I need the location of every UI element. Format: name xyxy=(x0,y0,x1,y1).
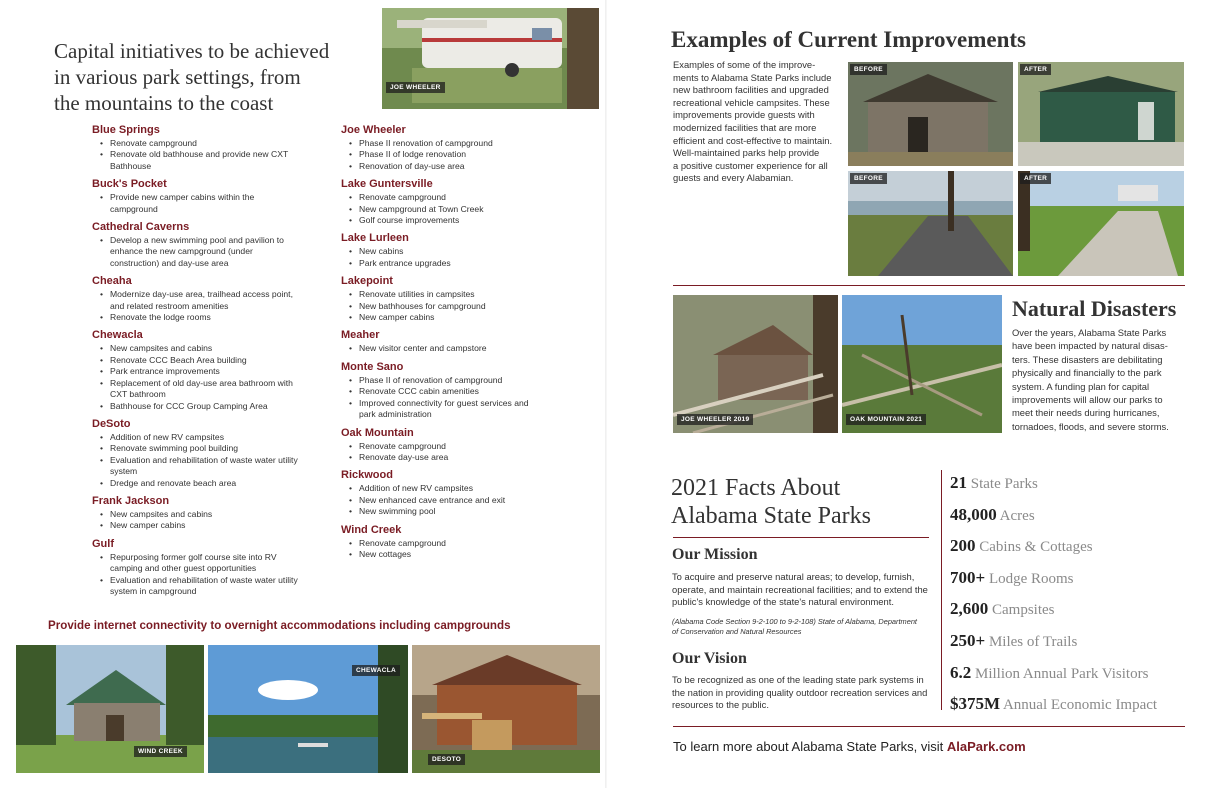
text-line: Well-maintained parks help provide xyxy=(673,147,820,159)
initiative-item: • Addition of new RV campsites xyxy=(92,432,302,443)
text-line: meet their needs during hurricanes, xyxy=(1012,407,1160,419)
park-name: Blue Springs xyxy=(92,124,160,136)
text-line: a positive customer experience for all xyxy=(673,159,828,171)
section-divider xyxy=(673,285,1185,286)
facts-heading-rule xyxy=(673,537,929,538)
fact-item xyxy=(950,631,1077,651)
park-initiatives-list xyxy=(341,343,541,354)
initiative-item: • Repurposing former golf course site into RV camping and other guest opportunities xyxy=(92,552,302,575)
heading-line-1: Capital initiatives to be achieved xyxy=(54,39,330,63)
initiative-item: • New camper cabins xyxy=(92,520,302,531)
fact-number: 21 xyxy=(950,473,967,492)
heading-line-2: in various park settings, from xyxy=(54,65,301,89)
mission-paragraph xyxy=(672,571,942,609)
initiative-item: • Replacement of old day-use area bathroom with CXT bathroom xyxy=(92,378,302,401)
facts-heading xyxy=(671,474,871,530)
storm-damage-illustration xyxy=(673,295,838,433)
after-label: AFTER xyxy=(1020,173,1051,184)
initiative-item: • New cabins xyxy=(341,246,541,257)
initiative-item: • Golf course improvements xyxy=(341,215,541,226)
before-campsite-photo xyxy=(848,171,1013,276)
park-initiatives-list xyxy=(92,235,302,269)
initiative-item: • New campsites and cabins xyxy=(92,509,302,520)
improvements-heading: Examples of Current Improvements xyxy=(671,27,1026,52)
initiative-item: • Renovate old bathhouse and provide new CXT Bathhouse xyxy=(92,149,302,172)
initiative-item: • Evaluation and rehabilitation of waste water utility system in campground xyxy=(92,575,302,598)
initiative-item: • Renovate campground xyxy=(341,192,541,203)
fact-number: 6.2 xyxy=(950,662,972,682)
park-initiatives-list xyxy=(341,441,541,464)
new-campsite-illustration xyxy=(1018,171,1184,276)
fact-item xyxy=(950,505,1035,525)
facts-heading-line-2: Alabama State Parks xyxy=(671,503,871,529)
text-line: To be recognized as one of the leading state park systems in xyxy=(672,674,924,685)
initiative-item: • Park entrance improvements xyxy=(92,366,302,377)
park-initiatives-list xyxy=(92,192,302,215)
fact-unit: Lodge Rooms xyxy=(985,570,1074,587)
learn-more-line xyxy=(673,739,1026,754)
heading-line-3: the mountains to the coast xyxy=(54,91,274,115)
park-initiatives-list xyxy=(341,538,541,561)
footer-rule xyxy=(673,726,1185,727)
park-name: Gulf xyxy=(92,537,114,550)
fact-number: 200 xyxy=(950,536,976,556)
initiative-item: • Renovate swimming pool building xyxy=(92,443,302,454)
fact-item xyxy=(950,599,1055,619)
new-bathhouse-illustration xyxy=(1018,62,1184,166)
fallen-trees-illustration xyxy=(842,295,1002,433)
initiative-item: • Bathhouse for CCC Group Camping Area xyxy=(92,401,302,412)
fact-item xyxy=(950,473,1038,493)
joe-wheeler-2019-photo xyxy=(673,295,838,433)
park-initiatives-list xyxy=(341,246,541,269)
before-label: BEFORE xyxy=(850,64,887,75)
fact-number: 48,000 xyxy=(950,504,997,524)
fact-item xyxy=(950,568,1074,588)
initiative-item: • Phase II renovation of campground xyxy=(341,138,541,149)
text-line: (Alabama Code Section 9-2-100 to 9-2-108) State of Alabama, Department xyxy=(672,617,917,626)
initiative-item: • Improved connectivity for guest services and park administration xyxy=(341,398,541,421)
capital-initiatives-heading xyxy=(54,38,374,116)
park-name: Cathedral Caverns xyxy=(92,221,190,234)
park-initiatives-list xyxy=(92,552,302,598)
park-name: Wind Creek xyxy=(341,523,402,536)
text-line: of Conservation and Natural Resources xyxy=(672,627,802,636)
photo-label: OAK MOUNTAIN 2021 xyxy=(846,414,926,425)
text-line: guests and every Alabamian. xyxy=(673,172,794,184)
park-name: Lake Guntersville xyxy=(341,178,433,191)
park-name: Cheaha xyxy=(92,275,132,288)
old-campsite-illustration xyxy=(848,171,1013,276)
before-label: BEFORE xyxy=(850,173,887,184)
wind-creek-photo xyxy=(16,645,204,773)
facts-heading-line-1: 2021 Facts About xyxy=(671,475,841,501)
park-initiatives-list xyxy=(92,343,302,411)
fact-number: $375M xyxy=(950,694,1001,714)
after-campsite-photo xyxy=(1018,171,1184,276)
initiative-item: • New visitor center and campstore xyxy=(341,343,541,354)
initiative-item: • Park entrance upgrades xyxy=(341,258,541,269)
joe-wheeler-rv-photo xyxy=(382,8,599,109)
natural-disasters-heading: Natural Disasters xyxy=(1012,296,1177,321)
fact-item xyxy=(950,663,1148,683)
text-line: efficient and cost-effective to maintain. xyxy=(673,134,833,146)
oak-mountain-2021-photo xyxy=(842,295,1002,433)
initiative-item: • Phase II of lodge renovation xyxy=(341,149,541,160)
after-label: AFTER xyxy=(1020,64,1051,75)
park-initiatives-list xyxy=(92,289,302,323)
text-line: physically and financially to the park xyxy=(1012,367,1162,379)
initiative-item: • Renovate day-use area xyxy=(341,452,541,463)
park-name: Oak Mountain xyxy=(341,426,414,439)
park-name: Joe Wheeler xyxy=(341,124,406,136)
photo-label: WIND CREEK xyxy=(134,746,187,757)
text-line: public's knowledge of the state's natural environment. xyxy=(672,596,894,608)
park-initiatives-list xyxy=(341,192,541,226)
initiative-item: • Phase II of renovation of campground xyxy=(341,375,541,386)
right-page xyxy=(607,0,1215,788)
text-line: improvements will allow our parks to xyxy=(1012,394,1163,406)
internet-connectivity-banner: Provide internet connectivity to overnight accommodations including campgrounds xyxy=(48,619,511,632)
initiative-item: • New swimming pool xyxy=(341,506,541,517)
initiative-item: • Renovate the lodge rooms xyxy=(92,312,302,323)
fact-unit: Acres xyxy=(996,507,1035,524)
initiative-item: • New campsites and cabins xyxy=(92,343,302,354)
fact-unit: Miles of Trails xyxy=(985,634,1078,650)
vision-paragraph xyxy=(672,674,942,712)
fact-number: 250+ xyxy=(950,631,986,650)
fact-unit: Million Annual Park Visitors xyxy=(971,665,1149,682)
mission-citation xyxy=(672,617,942,637)
text-line: ters. These disasters are debilitating xyxy=(1012,353,1163,365)
park-initiatives-list xyxy=(92,509,302,532)
photo-label: DESOTO xyxy=(428,754,465,765)
initiative-item: • Renovate CCC cabin amenities xyxy=(341,386,541,397)
text-line: Examples of some of the improve- xyxy=(673,59,816,70)
desoto-photo xyxy=(412,645,600,773)
initiative-item: • Dredge and renovate beach area xyxy=(92,478,302,489)
text-line: modernized facilities that are more xyxy=(673,121,817,133)
before-bathroom-photo xyxy=(848,62,1013,166)
fact-item xyxy=(950,536,1093,556)
initiative-item: • New camper cabins xyxy=(341,312,541,323)
old-bathhouse-illustration xyxy=(848,62,1013,166)
initiative-item: • New cottages xyxy=(341,549,541,560)
text-line: new bathroom facilities and upgraded xyxy=(673,84,829,96)
text-line: Over the years, Alabama State Parks xyxy=(1012,327,1167,338)
vision-heading: Our Vision xyxy=(672,650,747,667)
park-name: Monte Sano xyxy=(341,360,404,373)
initiative-item: • Evaluation and rehabilitation of waste water utility system xyxy=(92,455,302,478)
park-name: Frank Jackson xyxy=(92,494,170,507)
initiative-item: • Renovate campground xyxy=(341,538,541,549)
fact-item xyxy=(950,694,1157,714)
park-list-column-2 xyxy=(341,124,541,560)
initiative-item: • Renovate campground xyxy=(341,441,541,452)
after-bathroom-photo xyxy=(1018,62,1184,166)
text-line: tornadoes, floods, and severe storms. xyxy=(1012,420,1169,432)
park-name: Rickwood xyxy=(341,469,393,482)
initiative-item: • Renovate utilities in campsites xyxy=(341,289,541,300)
initiative-item: • Renovate CCC Beach Area building xyxy=(92,355,302,366)
fact-unit: State Parks xyxy=(967,476,1038,492)
park-initiatives-list xyxy=(341,375,541,421)
initiative-item: • Renovation of day-use area xyxy=(341,161,541,172)
park-initiatives-list xyxy=(92,432,302,489)
initiative-item: • Develop a new swimming pool and pavilion to enhance the new campground (under construction) and day-use area xyxy=(92,235,302,269)
rv-illustration xyxy=(382,8,599,109)
natural-disasters-paragraph xyxy=(1012,326,1182,433)
park-initiatives-list xyxy=(341,483,541,517)
fact-unit: Cabins & Cottages xyxy=(975,539,1093,556)
mission-heading: Our Mission xyxy=(672,546,758,563)
park-name: DeSoto xyxy=(92,417,131,430)
text-line: operate, and maintain recreational facilities; and to extend the xyxy=(672,583,928,595)
initiative-item: • Addition of new RV campsites xyxy=(341,483,541,494)
text-line: the nation in providing quality outdoor recreation services and xyxy=(672,686,928,698)
fact-unit: Campsites xyxy=(988,602,1055,619)
photo-label: CHEWACLA xyxy=(352,665,400,676)
text-line: To acquire and preserve natural areas; to develop, furnish, xyxy=(672,571,915,582)
text-line: resources to the public. xyxy=(672,699,769,711)
park-list-column-1 xyxy=(92,124,302,597)
initiative-item: • Renovate campground xyxy=(92,138,302,149)
fact-unit: Annual Economic Impact xyxy=(1000,697,1158,714)
text-line: have been impacted by natural disas- xyxy=(1012,340,1168,352)
text-line: ments to Alabama State Parks include xyxy=(673,71,832,83)
park-name: Buck's Pocket xyxy=(92,178,167,191)
photo-label: JOE WHEELER 2019 xyxy=(677,414,753,425)
text-line: recreational vehicle campsites. These xyxy=(673,96,830,108)
alapark-link[interactable]: AlaPark.com xyxy=(946,739,1026,754)
initiative-item: • New campground at Town Creek xyxy=(341,204,541,215)
facts-vertical-rule xyxy=(941,470,942,710)
chewacla-photo xyxy=(208,645,408,773)
text-line: improvements provide guests with xyxy=(673,109,815,121)
improvements-paragraph xyxy=(673,59,853,185)
initiative-item: • Provide new camper cabins within the campground xyxy=(92,192,302,215)
fact-number: 700+ xyxy=(950,567,986,587)
photo-label: JOE WHEELER xyxy=(386,82,445,93)
fact-number: 2,600 xyxy=(950,599,989,619)
initiative-item: • New enhanced cave entrance and exit xyxy=(341,495,541,506)
park-name: Meaher xyxy=(341,329,380,342)
park-name: Chewacla xyxy=(92,329,143,342)
park-name: Lake Lurleen xyxy=(341,232,409,245)
left-page xyxy=(0,0,607,788)
park-initiatives-list xyxy=(341,289,541,323)
initiative-item: • Modernize day-use area, trailhead access point, and related restroom amenities xyxy=(92,289,302,312)
park-name: Lakepoint xyxy=(341,275,393,288)
text-line: system. A funding plan for capital xyxy=(1012,380,1150,392)
learn-more-text: To learn more about Alabama State Parks, visit xyxy=(673,739,944,754)
park-initiatives-list xyxy=(92,138,302,172)
park-initiatives-list xyxy=(341,138,541,172)
initiative-item: • New bathhouses for campground xyxy=(341,301,541,312)
